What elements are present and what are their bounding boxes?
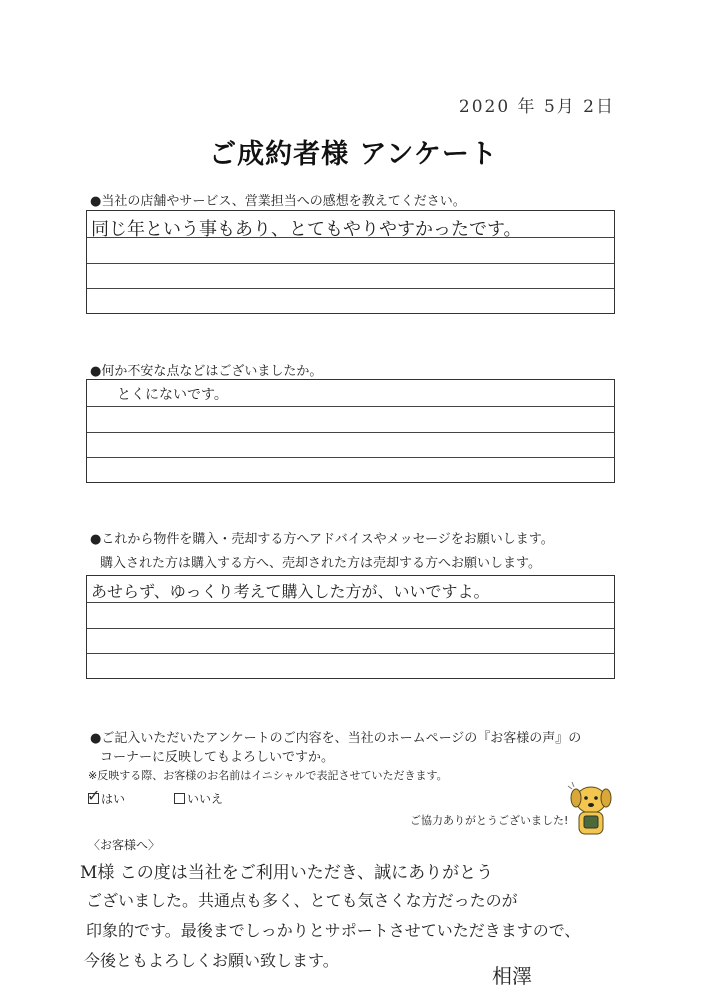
question-3-answer: あせらず、ゆっくり考えて購入した方が、いいですよ。 [91, 582, 490, 601]
question-2-label: ●何か不安な点などはございましたか。 [90, 364, 323, 379]
consent-note: ※反映する際、お客様のお名前はイニシャルで表記させていただきます。 [88, 769, 448, 782]
consent-yes-label: はい [101, 792, 126, 806]
customer-message-line-2: ございました。共通点も多く、とても気さくな方だったのが [86, 891, 518, 910]
consent-question: ●ご記入いただいたアンケートのご内容を、当社のホームページの『お客様の声』の [90, 731, 582, 746]
survey-date: 2020 年 5月 2日 [458, 97, 615, 117]
dog-mascot-icon [566, 780, 616, 842]
customer-section-label: 〈お客様へ〉 [88, 838, 161, 852]
question-1-answer-box[interactable] [86, 210, 615, 314]
ruled-line [87, 263, 614, 264]
ruled-line [87, 406, 614, 407]
consent-question-cont: コーナーに反映してもよろしいですか。 [100, 750, 335, 765]
question-3-answer-box[interactable] [86, 575, 615, 679]
consent-yes-checkbox[interactable] [87, 786, 101, 805]
thanks-message: ご協力ありがとうございました! [410, 814, 569, 827]
consent-no-option[interactable] [174, 790, 223, 807]
ruled-line [87, 628, 614, 629]
customer-message-line-1: M様 この度は当社をご利用いただき、誠にありがとう [80, 863, 494, 883]
ruled-line [87, 288, 614, 289]
question-2-answer: とくにないです。 [117, 387, 228, 403]
customer-message-line-3: 印象的です。最後までしっかりとサポートさせていただきますので、 [86, 921, 581, 940]
page-title: ご成約者様 アンケート [209, 139, 498, 170]
question-1-label: ●当社の店舗やサービス、営業担当への感想を教えてください。 [90, 194, 466, 209]
question-3-sublabel: 購入された方は購入する方へ、売却された方は売却する方へお願いします。 [100, 556, 541, 571]
consent-yes-option[interactable] [87, 786, 126, 807]
ruled-line [87, 653, 614, 654]
question-2-answer-box[interactable] [86, 379, 615, 483]
customer-message-line-4: 今後ともよろしくお願い致します。 [84, 951, 339, 970]
ruled-line [87, 432, 614, 433]
staff-signature: 相澤 [492, 964, 532, 988]
ruled-line [87, 457, 614, 458]
ruled-line [87, 602, 614, 603]
question-1-answer: 同じ年という事もあり、とてもやりやすかったです。 [91, 219, 522, 240]
consent-no-checkbox[interactable] [174, 793, 185, 804]
question-3-label: ●これから物件を購入・売却する方へアドバイスやメッセージをお願いします。 [90, 532, 554, 547]
consent-no-label: いいえ [187, 792, 224, 806]
checkmark-icon: ✓ [87, 786, 101, 805]
